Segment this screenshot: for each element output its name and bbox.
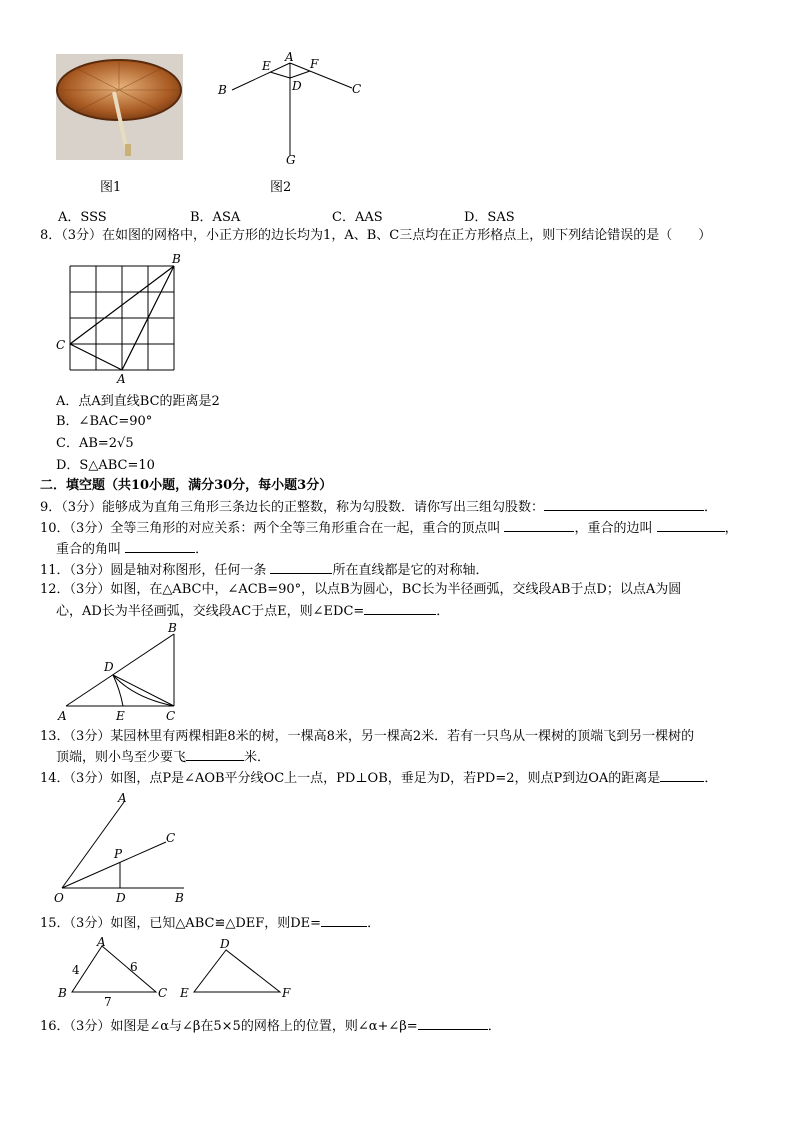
fig2-label-a: A [285, 50, 294, 64]
fig2-label-g: G [286, 153, 296, 167]
q12-label-b: B [168, 621, 177, 635]
section-2-title: 二．填空题（共10小题，满分30分，每小题3分） [40, 478, 333, 493]
q15-label-a: A [97, 935, 106, 949]
q9 [40, 497, 760, 518]
q10-text-d: 重合的角叫 [56, 542, 126, 557]
q14-label-p: P [114, 847, 123, 861]
q13-text: 顶端，则小鸟至少要飞 [56, 750, 187, 765]
q10-blank-angle[interactable] [125, 539, 195, 553]
q15-label-6: 6 [130, 960, 138, 974]
q14-label-d: D [116, 891, 126, 905]
q11-text-b: 所在直线都是它的对称轴． [332, 563, 489, 578]
q8-label-b: B [172, 252, 181, 266]
q15-label-4: 4 [72, 963, 80, 977]
q8-grid-figure [52, 252, 192, 386]
q10-text-c: ， [724, 521, 738, 536]
q15-label-7: 7 [104, 995, 112, 1006]
q14-label-a: A [118, 791, 127, 805]
q12-label-a: A [58, 709, 67, 723]
q8-stem: 8．（3分）在如图的网格中，小正方形的边长均为1，A、B、C三点均在正方形格点上，则下列结论错误的是（ ） [40, 228, 712, 243]
q15-triangles-figure [52, 934, 302, 1006]
q10-line1 [40, 518, 760, 539]
q16-blank[interactable] [418, 1016, 488, 1030]
q9-answer-blank[interactable] [544, 497, 704, 511]
q15-label-c: C [158, 986, 168, 1000]
q12-line2 [56, 601, 776, 622]
q11-text-a: 11．（3分）圆是轴对称图形，任何一条 [40, 563, 271, 578]
q11 [40, 560, 760, 581]
q12-label-e: E [116, 709, 125, 723]
q8-option-a: A．点A到直线BC的距离是2 [56, 394, 220, 409]
q14-label-o: O [54, 891, 64, 905]
q12-label-d: D [104, 660, 114, 674]
q10-text-b: ，重合的边叫 [574, 521, 657, 536]
fig2-label-d: D [292, 79, 302, 93]
q10-end: ． [195, 542, 209, 557]
q7-option-b: B．ASA [190, 210, 241, 225]
q10-line2 [56, 539, 776, 560]
q14-end: ． [704, 771, 718, 786]
fig2-label-b: B [218, 83, 227, 97]
q15-label-e: E [180, 986, 189, 1000]
q13-line2 [56, 747, 776, 768]
q15-text: 15．（3分）如图，已知△ABC≌△DEF，则DE= [40, 916, 322, 931]
q14-text: 14．（3分）如图，点P是∠AOB平分线OC上一点，PD⊥OB，垂足为D，若PD=2，则点P到边OA的距离是 [40, 771, 661, 786]
q7-option-c: C．AAS [332, 210, 383, 225]
q13-blank[interactable] [186, 747, 244, 761]
q10-blank-side[interactable] [657, 518, 725, 532]
q14-angle-figure [48, 790, 198, 908]
q10-blank-vertex[interactable] [504, 518, 574, 532]
figure-1-caption: 图1 [100, 180, 122, 195]
q14-label-c: C [166, 831, 176, 845]
q12-triangle-figure [50, 620, 190, 724]
q12-text: 心，AD长为半径画弧，交线段AC于点E，则∠EDC= [56, 604, 365, 619]
q11-blank[interactable] [270, 560, 332, 574]
q12-label-c: C [166, 709, 176, 723]
q8-option-b: B．∠BAC=90° [56, 414, 153, 429]
fig2-label-e: E [262, 59, 271, 73]
q16-end: ． [487, 1019, 501, 1034]
figure-2-caption: 图2 [270, 180, 292, 195]
fig2-label-c: C [352, 82, 362, 96]
q15-label-f: F [282, 986, 291, 1000]
umbrella-photo [56, 54, 183, 160]
q10-text-a: 10．（3分）全等三角形的对应关系：两个全等三角形重合在一起，重合的顶点叫 [40, 521, 505, 536]
q15 [40, 913, 760, 934]
q15-blank[interactable] [321, 913, 367, 927]
q8-option-c: C．AB=2√5 [56, 436, 134, 451]
fig2-label-f: F [310, 57, 319, 71]
q12-blank[interactable] [364, 601, 436, 615]
q12-line1: 12．（3分）如图，在△ABC中，∠ACB=90°，以点B为圆心，BC长为半径画弧，交线段AB于点D；以点A为圆 [40, 582, 682, 597]
q15-label-b: B [58, 986, 67, 1000]
figure-2-diagram [212, 48, 372, 172]
q13-line1: 13．（3分）某园林里有两棵相距8米的树，一棵高8米，另一棵高2米．若有一只鸟从一棵树的顶端飞到另一棵树的 [40, 729, 695, 744]
q14-blank[interactable] [660, 768, 704, 782]
q12-end: ． [436, 604, 450, 619]
q15-end: ． [367, 916, 381, 931]
q13-end: 米． [244, 750, 271, 765]
q16-text: 16．（3分）如图是∠α与∠β在5×5的网格上的位置，则∠α+∠β= [40, 1019, 418, 1034]
q7-option-a: A．SSS [58, 210, 107, 225]
q9-end: ． [704, 500, 718, 515]
q16 [40, 1016, 760, 1037]
q8-label-a: A [117, 372, 126, 386]
q15-label-d: D [220, 937, 230, 951]
q8-option-d: D．S△ABC=10 [56, 458, 155, 473]
q7-option-d: D．SAS [464, 210, 515, 225]
q14-label-b: B [175, 891, 184, 905]
q8-label-c: C [56, 338, 66, 352]
q14 [40, 768, 760, 789]
q9-text: 9．（3分）能够成为直角三角形三条边长的正整数，称为勾股数．请你写出三组勾股数： [40, 500, 545, 515]
